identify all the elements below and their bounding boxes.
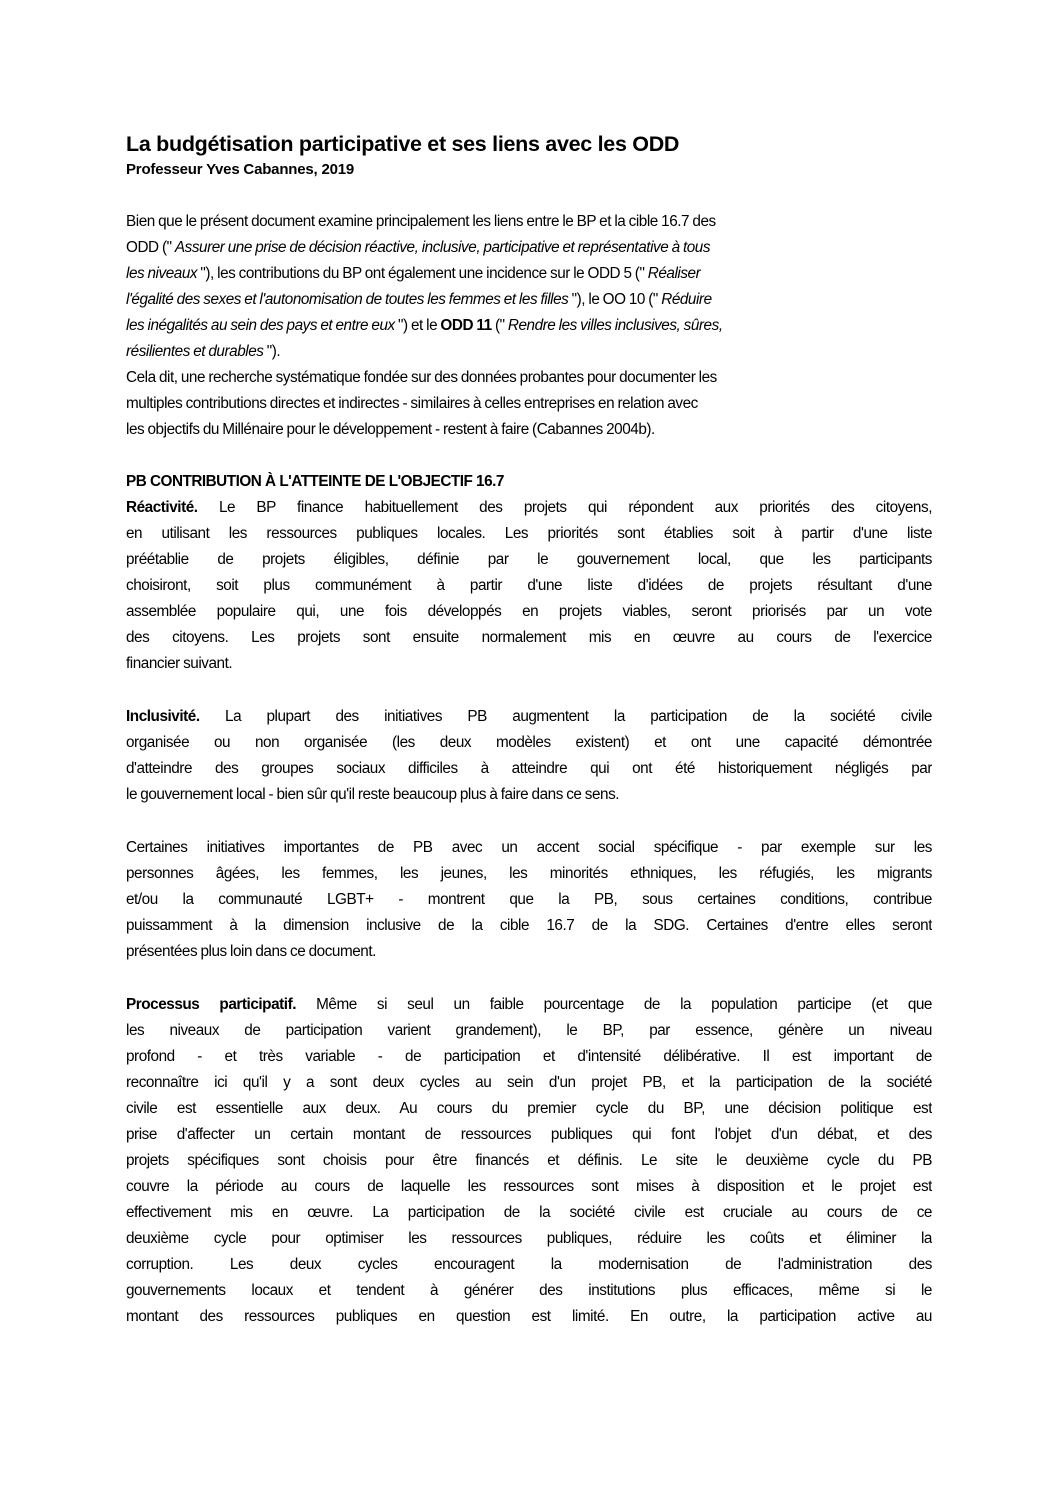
- italic-text-run: l'égalité des sexes et l'autonomisation de toutes les femmes et les filles: [126, 291, 569, 308]
- text-line: [126, 313, 932, 339]
- text-line: [126, 1122, 932, 1148]
- text-run: Le BP finance habituellement des projets qui répondent aux priorités des citoyens,: [197, 499, 932, 516]
- text-line: [126, 913, 932, 939]
- text-line: [126, 1278, 932, 1304]
- text-run: les niveaux de participation varient grandement), le BP, par essence, génère un niveau: [126, 1022, 932, 1039]
- italic-text-run: les inégalités au sein des pays et entre eux: [126, 317, 395, 334]
- italic-text-run: les niveaux: [126, 265, 198, 282]
- text-run: les objectifs du Millénaire pour le développement - restent à faire (Cabannes 2004b).: [126, 421, 655, 438]
- text-line: [126, 339, 932, 365]
- text-line: [126, 730, 932, 756]
- text-run: puissamment à la dimension inclusive de la cible 16.7 de la SDG. Certaines d'entre elles seront: [126, 917, 932, 934]
- text-line: [126, 365, 932, 391]
- intro-paragraph: [126, 209, 932, 443]
- text-line: [126, 625, 932, 651]
- text-run: assemblée populaire qui, une fois développés en projets viables, seront priorisés par un vote: [126, 603, 932, 620]
- paragraph-processus-participatif: [126, 992, 932, 1330]
- text-run: financier suivant.: [126, 655, 233, 672]
- text-run: La plupart des initiatives PB augmentent la participation de la société civile: [199, 708, 932, 725]
- text-run: en utilisant les ressources publiques locales. Les priorités sont établies soit à partir d'une liste: [126, 525, 932, 542]
- text-run: gouvernements locaux et tendent à générer des institutions plus efficaces, même si le: [126, 1282, 932, 1299]
- text-run: Bien que le présent document examine principalement les liens entre le BP et la cible 16.7 des: [126, 213, 716, 230]
- text-line: [126, 782, 932, 808]
- text-run: des citoyens. Les projets sont ensuite normalement mis en œuvre au cours de l'exercice: [126, 629, 932, 646]
- text-run: civile est essentielle aux deux. Au cours du premier cycle du BP, une décision politique est: [126, 1100, 932, 1117]
- text-line: [126, 261, 932, 287]
- paragraph-initiatives-sociales: [126, 835, 932, 965]
- text-line: [126, 1252, 932, 1278]
- text-run: "), les contributions du BP ont également une incidence sur le ODD 5 (": [197, 265, 648, 282]
- text-line: [126, 992, 932, 1018]
- text-run: préétablie de projets éligibles, définie par le gouvernement local, que les participants: [126, 551, 932, 568]
- document-title: La budgétisation participative et ses liens avec les ODD: [126, 132, 680, 156]
- text-line: [126, 1226, 932, 1252]
- text-line: [126, 651, 932, 677]
- section-heading: PB CONTRIBUTION À L'ATTEINTE DE L'OBJECTIF 16.7: [126, 473, 504, 490]
- italic-text-run: Réduire: [661, 291, 712, 308]
- italic-text-run: résilientes et durables: [126, 343, 264, 360]
- text-line: [126, 1304, 932, 1330]
- italic-text-run: Assurer une prise de décision réactive, inclusive, participative et représentative à tous: [174, 239, 711, 256]
- text-run: Même si seul un faible pourcentage de la population participe (et que: [296, 996, 932, 1013]
- text-line: [126, 521, 932, 547]
- text-run: le gouvernement local - bien sûr qu'il reste beaucoup plus à faire dans ce sens.: [126, 786, 620, 803]
- text-line: [126, 287, 932, 313]
- text-run: organisée ou non organisée (les deux modèles existent) et ont une capacité démontrée: [126, 734, 932, 751]
- text-run: reconnaître ici qu'il y a sont deux cycles au sein d'un projet PB, et la participation de la société: [126, 1074, 932, 1091]
- text-run: d'atteindre des groupes sociaux difficiles à atteindre qui ont été historiquement négligés par: [126, 760, 932, 777]
- text-line: [126, 1200, 932, 1226]
- section-paragraphs: [126, 495, 932, 1330]
- text-line: [126, 1018, 932, 1044]
- bold-text-run: Processus participatif.: [126, 996, 297, 1013]
- text-line: [126, 1096, 932, 1122]
- text-line: [126, 861, 932, 887]
- text-run: Cela dit, une recherche systématique fondée sur des données probantes pour documenter les: [126, 369, 717, 386]
- text-run: effectivement mis en œuvre. La participation de la société civile est cruciale au cours de ce: [126, 1204, 932, 1221]
- text-line: [126, 704, 932, 730]
- text-run: projets spécifiques sont choisis pour être financés et définis. Le site le deuxième cycle du PB: [126, 1152, 932, 1169]
- text-run: ") et le: [394, 317, 441, 334]
- text-line: [126, 835, 932, 861]
- text-run: (": [491, 317, 508, 334]
- bold-text-run: Inclusivité.: [126, 708, 200, 725]
- text-line: [126, 547, 932, 573]
- text-run: montant des ressources publiques en question est limité. En outre, la participation active au: [126, 1308, 932, 1325]
- text-run: ODD (": [126, 239, 175, 256]
- spacer: [126, 181, 932, 209]
- text-run: corruption. Les deux cycles encouragent la modernisation de l'administration des: [126, 1256, 932, 1273]
- spacer: [126, 808, 932, 835]
- text-line: [126, 939, 932, 965]
- text-line: [126, 1174, 932, 1200]
- bold-text-run: ODD 11: [440, 317, 492, 334]
- text-run: deuxième cycle pour optimiser les ressources publiques, réduire les coûts et éliminer la: [126, 1230, 932, 1247]
- italic-text-run: Rendre les villes inclusives, sûres,: [507, 317, 723, 334]
- text-line: [126, 599, 932, 625]
- bold-text-run: Réactivité.: [126, 499, 198, 516]
- text-run: présentées plus loin dans ce document.: [126, 943, 376, 960]
- spacer: [126, 677, 932, 704]
- italic-text-run: Réaliser: [647, 265, 701, 282]
- text-line: [126, 1070, 932, 1096]
- spacer: [126, 443, 932, 469]
- spacer: [126, 965, 932, 992]
- text-run: et/ou la communauté LGBT+ - montrent que la PB, sous certaines conditions, contribue: [126, 891, 932, 908]
- paragraph-reactivite: [126, 495, 932, 677]
- text-run: ").: [263, 343, 281, 360]
- paragraph-inclusivite: [126, 704, 932, 808]
- text-line: [126, 1148, 932, 1174]
- text-run: multiples contributions directes et indirectes - similaires à celles entreprises en relation avec: [126, 395, 698, 412]
- text-run: Certaines initiatives importantes de PB avec un accent social spécifique - par exemple sur les: [126, 839, 932, 856]
- text-line: [126, 391, 932, 417]
- text-line: [126, 495, 932, 521]
- text-run: personnes âgées, les femmes, les jeunes, les minorités ethniques, les réfugiés, les migrants: [126, 865, 932, 882]
- text-line: [126, 887, 932, 913]
- text-run: "), le OO 10 (": [568, 291, 662, 308]
- text-line: [126, 209, 932, 235]
- text-line: [126, 1044, 932, 1070]
- document-body: [126, 129, 932, 1330]
- text-line: [126, 417, 932, 443]
- text-run: profond - et très variable - de participation et d'intensité délibérative. Il est important de: [126, 1048, 932, 1065]
- text-line: [126, 235, 932, 261]
- text-run: couvre la période au cours de laquelle les ressources sont mises à disposition et le projet est: [126, 1178, 932, 1195]
- document-author-line: Professeur Yves Cabannes, 2019: [126, 161, 355, 178]
- text-run: choisiront, soit plus communément à partir d'une liste d'idées de projets résultant d'une: [126, 577, 932, 594]
- text-line: [126, 573, 932, 599]
- text-run: prise d'affecter un certain montant de ressources publiques qui font l'objet d'un débat, et des: [126, 1126, 932, 1143]
- text-line: [126, 756, 932, 782]
